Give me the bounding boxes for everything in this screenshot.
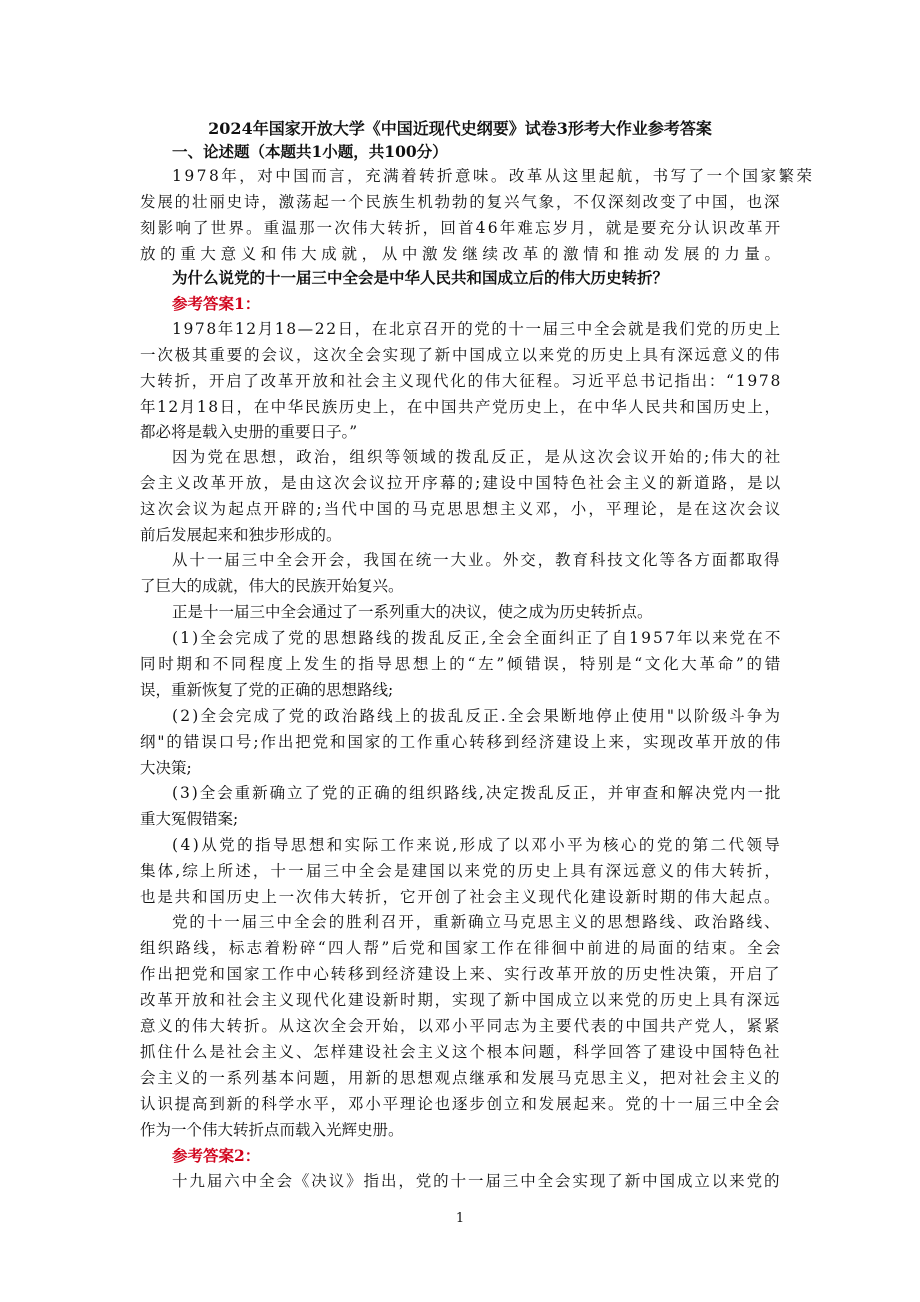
- answer-1-line: (4)从党的指导思想和实际工作来说,形成了以邓小平为核心的党的第二代领导: [172, 836, 783, 854]
- answer-1-line: (2)全会完成了党的政治路线上的拔乱反正.全会果断地停止使用"以阶级斗争为: [172, 707, 783, 725]
- answer-2-line: 十九届六中全会《决议》指出，党的十一届三中全会实现了新中国成立以来党的: [172, 1172, 782, 1190]
- answer-1-line: 大决策;: [140, 759, 192, 777]
- answer-1-line: 抓住什么是社会主义、怎样建设社会主义这个根本问题，科学回答了建设中国特色社: [140, 1043, 782, 1061]
- answer-1-line: 作出把党和国家工作中心转移到经济建设上来、实行改革开放的历史性决策，开启了: [140, 965, 782, 983]
- answer-1-line: 会主义的一系列基本问题，用新的思想观点继承和发展马克思主义，把对社会主义的: [140, 1069, 782, 1087]
- answer-1-line: 大转折，开启了改革开放和社会主义现代化的伟大征程。习近平总书记指出：“1978: [140, 372, 783, 390]
- answer-1-line: 认识提高到新的科学水平，邓小平理论也逐步创立和发展起来。党的十一届三中全会: [140, 1095, 782, 1113]
- answer-1-line: 正是十一届三中全会通过了一系列重大的决议，使之成为历史转折点。: [172, 603, 653, 621]
- answer-1-line: 组织路线，标志着粉碎“四人帮”后党和国家工作在徘徊中前进的局面的结束。全会: [140, 939, 783, 957]
- answer-2-label: 参考答案2：: [172, 1146, 261, 1165]
- answer-1-line: 一次极其重要的会议，这次全会实现了新中国成立以来党的历史上具有深远意义的伟: [140, 346, 782, 364]
- answer-1-line: 会主义改革开放，是由这次会议拉开序幕的;建设中国特色社会主义的新道路，是以: [140, 474, 783, 492]
- answer-1-line: 因为党在思想，政治，组织等领域的拨乱反正，是从这次会议开始的;伟大的社: [172, 448, 783, 466]
- answer-1-line: 改革开放和社会主义现代化建设新时期，实现了新中国成立以来党的历史上具有深远: [140, 991, 782, 1009]
- answer-1-line: 了巨大的成就，伟大的民族开始复兴。: [140, 577, 404, 595]
- answer-1-line: (1)全会完成了党的思想路线的拨乱反正,全会全面纠正了自1957年以来党在不: [172, 629, 783, 647]
- intro-line: 1978年，对中国而言，充满着转折意味。改革从这里起航，书写了一个国家繁荣: [172, 167, 815, 185]
- answer-1-line: 意义的伟大转折。从这次全会开始，以邓小平同志为主要代表的中国共产党人，紧紧: [140, 1017, 782, 1035]
- answer-1-line: 从十一届三中全会开会，我国在统一大业。外交，教育科技文化等各方面都取得: [172, 551, 782, 569]
- answer-1-line: 都必将是载入史册的重要日子。”: [140, 423, 358, 441]
- answer-1-line: 年12月18日，在中华民族历史上，在中国共产党历史上，在中华人民共和国历史上，: [140, 398, 782, 416]
- intro-line: 放的重大意义和伟大成就，从中激发继续改革的激情和推动发展的力量。: [140, 245, 785, 263]
- answer-1-line: 集体,综上所述，十一届三中全会是建国以来党的历史上具有深远意义的伟大转折，: [140, 862, 783, 880]
- page-number: 1: [455, 1211, 465, 1226]
- answer-1-line: 重大冤假错案;: [140, 810, 239, 828]
- answer-1-line: 纲"的错误口号;作出把党和国家的工作重心转移到经济建设上来，实现改革开放的伟: [140, 733, 783, 751]
- section-heading: 一、论述题（本题共1小题，共100分）: [172, 142, 448, 161]
- answer-1-line: 也是共和国历史上一次伟大转折，它开创了社会主义现代化建设新时期的伟大起点。: [140, 888, 782, 906]
- answer-1-line: 党的十一届三中全会的胜利召开，重新确立马克思主义的思想路线、政治路线、: [172, 913, 782, 931]
- answer-1-line: 同时期和不同程度上发生的指导思想上的“左”倾错误，特别是“文化大革命”的错: [140, 655, 783, 673]
- answer-1-line: (3)全会重新确立了党的正确的组织路线,决定拨乱反正，并审查和解决党内一批: [172, 784, 783, 802]
- intro-line: 发展的壮丽史诗，激荡起一个民族生机勃勃的复兴气象，不仅深刻改变了中国，也深: [140, 193, 782, 211]
- answer-1-line: 作为一个伟大转折点而载入光辉史册。: [140, 1121, 404, 1139]
- document-title: 2024年国家开放大学《中国近现代史纲要》试卷3形考大作业参考答案: [208, 119, 712, 138]
- answer-1-line: 这次会议为起点开辟的;当代中国的马克思思想主义邓，小，平理论，是在这次会议: [140, 500, 783, 518]
- answer-1-line: 1978年12月18—22日，在北京召开的党的十一届三中全会就是我们党的历史上: [172, 320, 782, 338]
- question-heading: 为什么说党的十一届三中全会是中华人民共和国成立后的伟大历史转折？: [172, 268, 669, 287]
- answer-1-line: 误，重新恢复了党的正确的思想路线;: [140, 681, 394, 699]
- intro-line: 刻影响了世界。重温那一次伟大转折，回首46年难忘岁月，就是要充分认识改革开: [140, 219, 783, 237]
- answer-1-label: 参考答案1：: [172, 294, 261, 313]
- answer-1-line: 前后发展起来和独步形成的。: [140, 526, 342, 544]
